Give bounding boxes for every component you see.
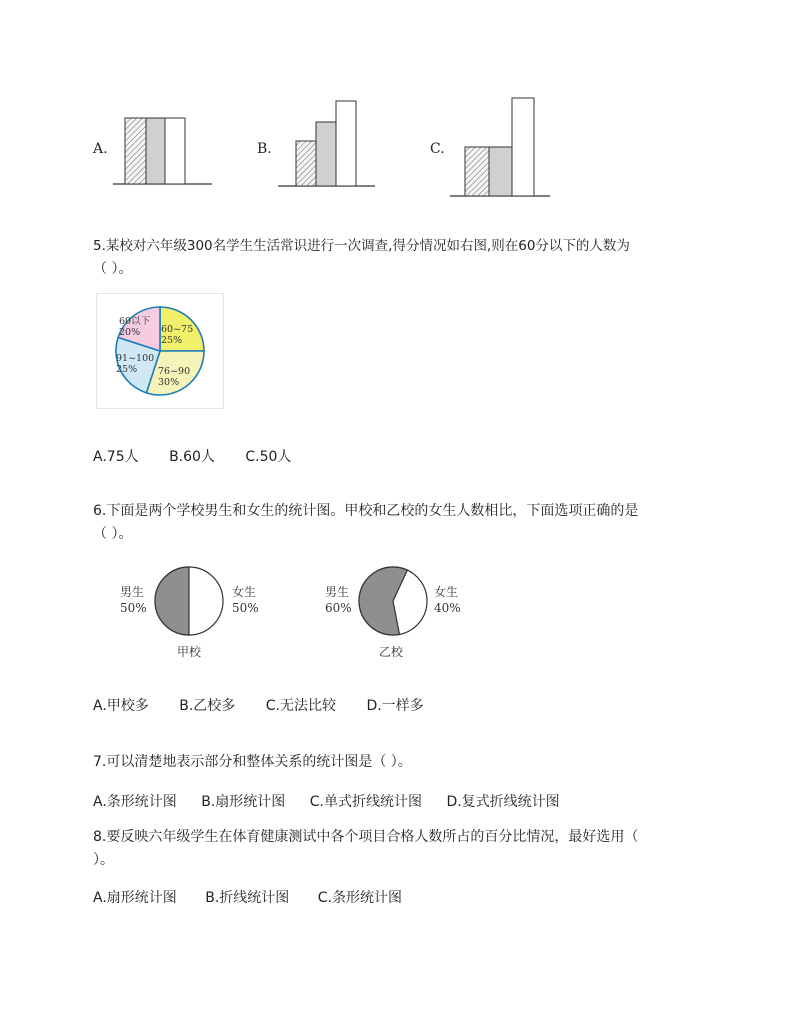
- q5-options: [93, 446, 291, 466]
- q7-option-a[interactable]: A.条形统计图: [93, 794, 177, 810]
- q5-slice-label-2: 60~75 25%: [161, 324, 194, 346]
- q7-options: [93, 791, 560, 811]
- q8-option-a[interactable]: A.扇形统计图: [93, 890, 177, 906]
- q4-b-bar-2: [316, 122, 336, 186]
- q6-a-boys-slice: [155, 567, 189, 635]
- q5-option-c[interactable]: C.50人: [245, 449, 292, 465]
- q4-a-bar-1: [125, 118, 146, 184]
- q5-slice-label-4: 91~100 25%: [116, 353, 155, 375]
- q6-b-boys: 男生 60%: [325, 585, 352, 615]
- q4-figure-a: [113, 118, 212, 184]
- q6-question-line1: 6.下面是两个学校男生和女生的统计图。甲校和乙校的女生人数相比，下面选项正确的是: [93, 503, 639, 519]
- q6-option-c[interactable]: C.无法比较: [265, 698, 336, 714]
- q6-option-b[interactable]: B.乙校多: [179, 698, 236, 714]
- q4-c-bar-3: [512, 98, 534, 196]
- q4-figure-c: [450, 98, 550, 196]
- q4-c-bar-1: [465, 147, 489, 196]
- q5-slice-label-3: 76~90 30%: [158, 366, 191, 388]
- q6-a-boys: 男生 50%: [120, 585, 147, 615]
- q6-a-girls: 女生 50%: [232, 585, 259, 615]
- q4-figures: [0, 0, 794, 210]
- q5-question-line2: （ ）。: [93, 261, 133, 277]
- q4-c-bar-2: [489, 147, 512, 196]
- q4-b-bar-1: [296, 141, 316, 186]
- q5-slice-label-1: 60以下 20%: [119, 316, 151, 338]
- q5-option-a[interactable]: A.75人: [93, 449, 139, 465]
- q6-option-d[interactable]: D.一样多: [366, 698, 424, 714]
- q5-question-line1: 5.某校对六年级300名学生生活常识进行一次调查,得分情况如右图,则在60分以下的人数为: [93, 238, 630, 254]
- q8-question-line1: 8.要反映六年级学生在体育健康测试中各个项目合格人数所占的百分比情况，最好选用（: [93, 829, 639, 845]
- q8-option-c[interactable]: C.条形统计图: [317, 890, 402, 906]
- q6-b-name: 乙校: [379, 645, 404, 659]
- q5-pie-chart: [96, 293, 224, 409]
- q7-option-c[interactable]: C.单式折线统计图: [309, 794, 422, 810]
- q6-b-girls: 女生 40%: [434, 585, 461, 615]
- q6-option-a[interactable]: A.甲校多: [93, 698, 149, 714]
- q6-question-line2: （ ）。: [93, 526, 133, 542]
- q6-options: [93, 695, 424, 715]
- q4-a-bar-2: [146, 118, 165, 184]
- q8-options: [93, 887, 402, 907]
- q5-option-b[interactable]: B.60人: [169, 449, 215, 465]
- q4-option-b[interactable]: B.: [257, 141, 272, 157]
- q7-question: 7.可以清楚地表示部分和整体关系的统计图是（ ）。: [93, 754, 412, 770]
- q4-b-bar-3: [336, 101, 356, 186]
- q8-question-line2: ）。: [93, 852, 114, 868]
- q4-option-c[interactable]: C.: [430, 141, 445, 157]
- q7-option-d[interactable]: D.复式折线统计图: [446, 794, 560, 810]
- q4-a-bar-3: [165, 118, 185, 184]
- q4-option-a[interactable]: A.: [93, 141, 108, 157]
- q6-a-name: 甲校: [177, 645, 202, 659]
- q8-option-b[interactable]: B.折线统计图: [205, 890, 290, 906]
- q4-figure-b: [278, 101, 375, 186]
- q7-option-b[interactable]: B.扇形统计图: [201, 794, 286, 810]
